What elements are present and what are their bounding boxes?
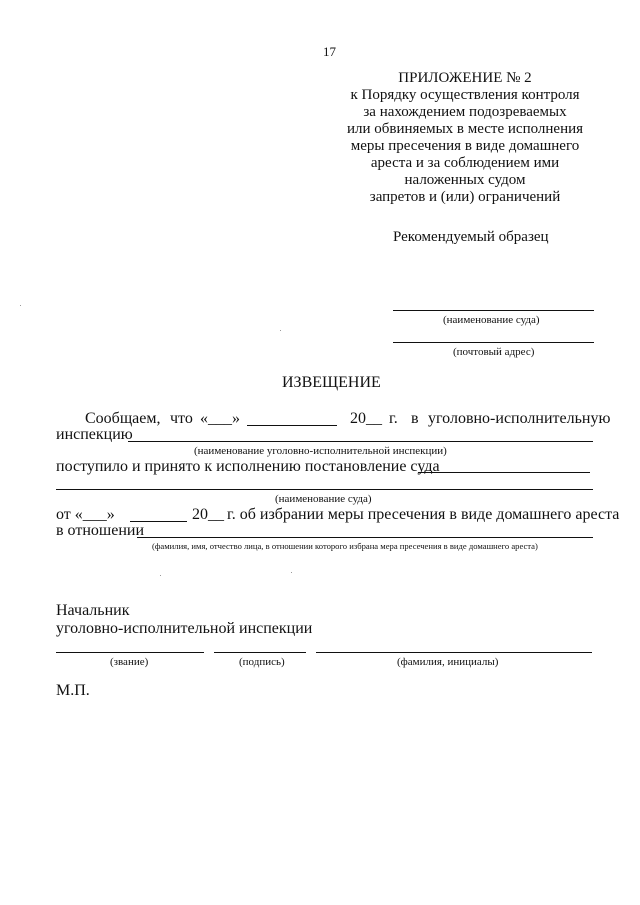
signature-caption: (подпись) xyxy=(239,656,285,668)
recommended-sample-label: Рекомендуемый образец xyxy=(393,229,549,245)
scan-speck xyxy=(20,305,21,306)
appendix-line: за нахождением подозреваемых xyxy=(363,104,567,120)
full-name-caption: (фамилия, инициалы) xyxy=(397,656,499,668)
person-caption: (фамилия, имя, отчество лица, в отношении которого избрана мера пресечения в виде домашнего ареста) xyxy=(152,541,538,551)
person-line xyxy=(137,537,593,538)
appendix-line: наложенных судом xyxy=(404,172,526,188)
notice-inspection-prefix: инспекцию xyxy=(56,426,133,443)
scan-speck xyxy=(280,330,281,331)
notice-received-text: поступило и принято к исполнению постановление суда xyxy=(56,458,440,475)
notice-word-v: в xyxy=(411,410,419,427)
court-name-caption: (наименование суда) xyxy=(443,314,540,326)
appendix-line: запретов и (или) ограничений xyxy=(369,189,561,205)
in-respect-of-label: в отношении xyxy=(56,522,145,539)
resolution-line xyxy=(418,472,590,473)
rank-caption: (звание) xyxy=(110,656,149,668)
resolution-date-year: 20__ xyxy=(192,506,224,523)
head-title-line1: Начальник xyxy=(56,602,130,619)
appendix-line: или обвиняемых в месте исполнения xyxy=(346,121,584,137)
court-line xyxy=(56,489,593,490)
notice-date-year: 20__ xyxy=(350,410,382,427)
resolution-date-day: от «___» xyxy=(56,506,115,523)
postal-address-line xyxy=(393,342,594,343)
stamp-place-label: М.П. xyxy=(56,682,90,699)
page-number: 17 xyxy=(323,44,336,59)
notice-word-inspection-type: уголовно-исполнительную xyxy=(428,410,611,427)
appendix-block xyxy=(340,70,590,206)
notice-date-month-line xyxy=(247,425,337,426)
notice-title: ИЗВЕЩЕНИЕ xyxy=(282,374,381,391)
appendix-title: ПРИЛОЖЕНИЕ № 2 xyxy=(398,70,532,86)
inspection-name-line xyxy=(128,441,593,442)
appendix-line: к Порядку осуществления контроля xyxy=(350,87,580,103)
head-title-line2: уголовно-исполнительной инспекции xyxy=(56,620,313,637)
court-caption: (наименование суда) xyxy=(275,493,372,505)
rank-line xyxy=(56,652,204,653)
notice-word-chto: что xyxy=(170,410,193,427)
notice-word-g: г. xyxy=(389,410,398,427)
postal-address-caption: (почтовый адрес) xyxy=(453,346,535,358)
scan-speck xyxy=(160,575,161,576)
appendix-line: меры пресечения в виде домашнего xyxy=(350,138,580,154)
signature-line xyxy=(214,652,306,653)
notice-word-soobshchaem: Сообщаем, xyxy=(85,410,161,427)
court-name-line xyxy=(393,310,594,311)
inspection-name-caption: (наименование уголовно-исполнительной инспекции) xyxy=(194,445,447,457)
full-name-line xyxy=(316,652,592,653)
resolution-text: г. об избрании меры пресечения в виде домашнего ареста xyxy=(227,506,620,523)
scan-speck xyxy=(291,572,292,573)
notice-date-day: «___» xyxy=(200,410,240,427)
appendix-line: ареста и за соблюдением ими xyxy=(370,155,560,171)
